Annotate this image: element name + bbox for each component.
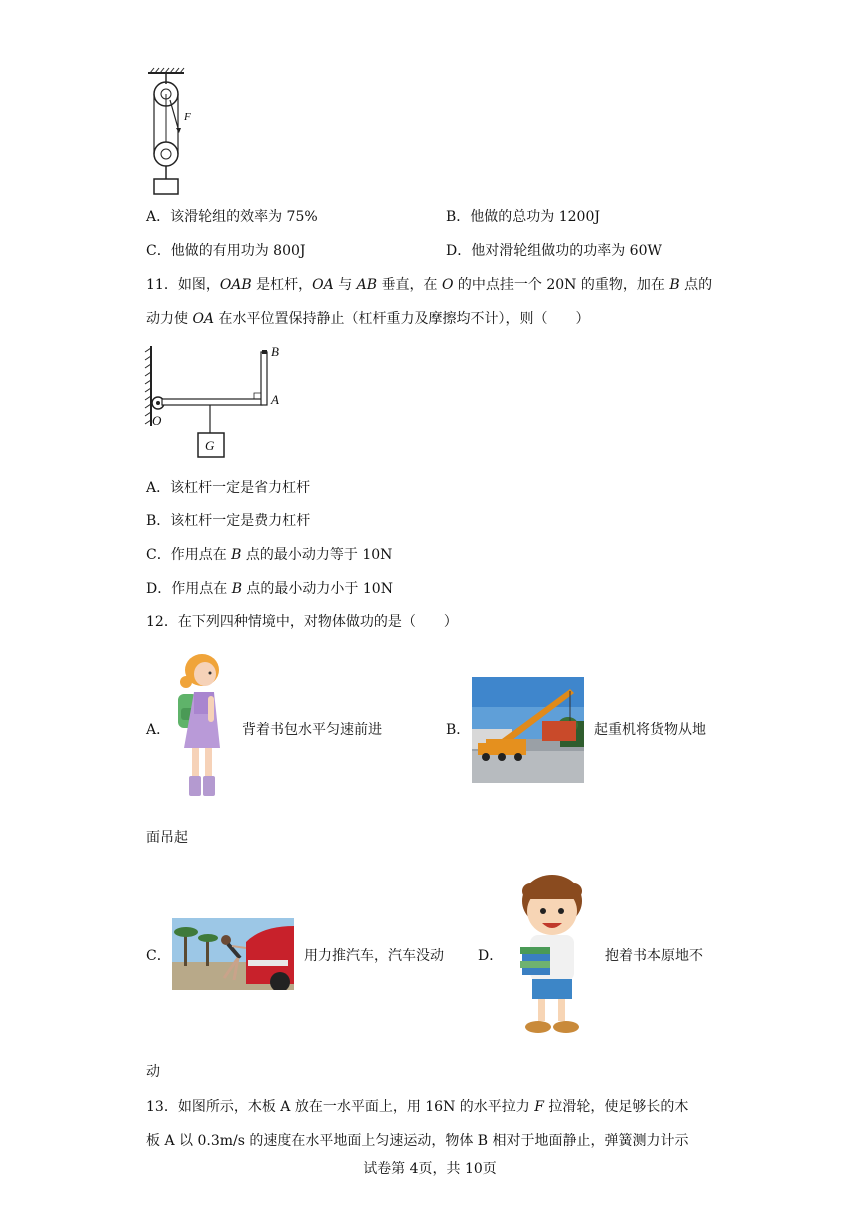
q13-stem-line2: 板 A 以 0.3m/s 的速度在水平地面上匀速运动，物体 B 相对于地面静止，弹簧测力计示 xyxy=(146,1133,689,1149)
q10-option-a: A．该滑轮组的效率为 75% xyxy=(146,209,318,225)
q12-option-d-text-cont: 动 xyxy=(146,1064,160,1080)
q12-option-a-text: 背着书包水平匀速前进 xyxy=(242,722,382,738)
q12-option-b-text-cont: 面吊起 xyxy=(146,830,188,846)
lever-figure xyxy=(140,340,290,465)
pulley-figure xyxy=(140,66,210,196)
q12-option-d-text: 抱着书本原地不 xyxy=(605,948,703,964)
q10-option-c: C．他做的有用功为 800J xyxy=(146,243,306,259)
q13-stem-line1: 13．如图所示，木板 A 放在一水平面上，用 16N 的水平拉力 F 拉滑轮，使足够长的木 xyxy=(146,1099,689,1115)
q11-stem-line2: 动力使 OA 在水平位置保持静止（杠杆重力及摩擦均不计），则（ ） xyxy=(146,311,590,327)
crane-photo xyxy=(472,677,584,783)
girl-backpack-image xyxy=(172,652,232,802)
q12-option-b-text: 起重机将货物从地 xyxy=(594,722,706,738)
q12-option-b-label: B． xyxy=(446,722,471,738)
page-footer: 试卷第 4页，共 10页 xyxy=(363,1161,497,1177)
q12-option-c-text: 用力推汽车，汽车没动 xyxy=(304,948,444,964)
q11-option-b: B．该杠杆一定是费力杠杆 xyxy=(146,513,311,529)
q12-option-d-label: D． xyxy=(478,948,504,964)
q12-option-c-label: C． xyxy=(146,948,171,964)
point-a-label: A xyxy=(271,392,279,407)
q11-option-a: A．该杠杆一定是省力杠杆 xyxy=(146,480,311,496)
point-b-label: B xyxy=(271,344,279,359)
q12-option-a-label: A． xyxy=(146,722,171,738)
weight-label: G xyxy=(205,438,215,453)
point-o-label: O xyxy=(152,413,162,428)
q10-option-b: B．他做的总功为 1200J xyxy=(446,209,600,225)
q11-stem-line1: 11．如图，OAB 是杠杆，OA 与 AB 垂直，在 O 的中点挂一个 20N 的重物，加在 B 点的 xyxy=(146,277,713,293)
q12-stem: 12．在下列四种情境中，对物体做功的是（ ） xyxy=(146,614,458,630)
q11-option-c: C．作用点在 B 点的最小动力等于 10N xyxy=(146,547,393,563)
q10-option-d: D．他对滑轮组做功的功率为 60W xyxy=(446,243,662,259)
boy-books-image xyxy=(512,873,592,1041)
push-car-photo xyxy=(172,918,294,990)
q11-option-d: D．作用点在 B 点的最小动力小于 10N xyxy=(146,581,393,597)
force-label: F xyxy=(184,111,191,123)
